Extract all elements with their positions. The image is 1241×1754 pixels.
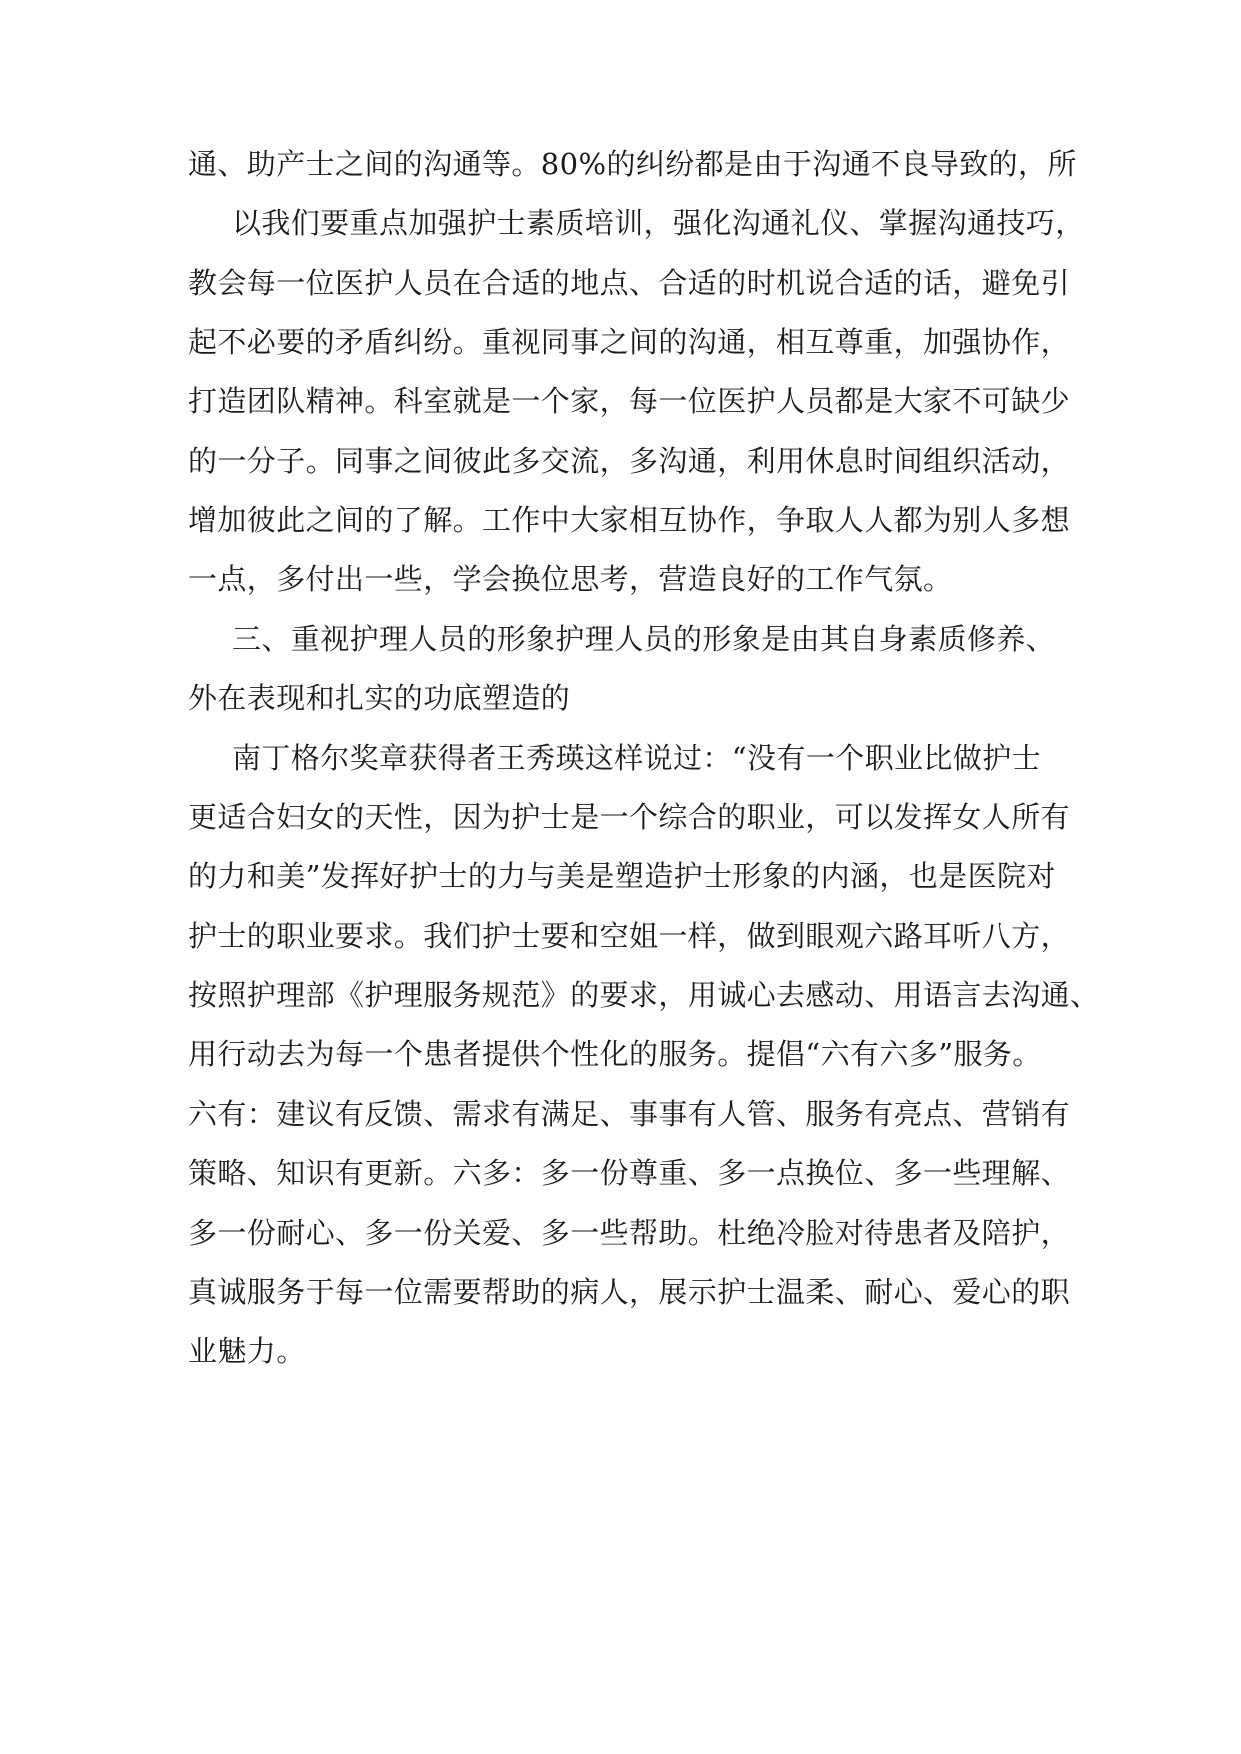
section-heading-continued: 外在表现和扎实的功底塑造的	[188, 681, 571, 715]
text-line: 六有：建议有反馈、需求有满足、事事有人管、服务有亮点、营销有	[188, 1097, 1071, 1131]
text-line: 多一份耐心、多一份关爱、多一些帮助。杜绝冷脸对待患者及陪护，	[188, 1216, 1071, 1250]
text-line: 教会每一位医护人员在合适的地点、合适的时机说合适的话，避免引	[188, 266, 1071, 300]
section-heading: 三、重视护理人员的形象护理人员的形象是由其自身素质修养、	[232, 622, 1056, 656]
text-line: 以我们要重点加强护士素质培训，强化沟通礼仪、掌握沟通技巧，	[232, 206, 1085, 240]
text-line: 南丁格尔奖章获得者王秀瑛这样说过：“没有一个职业比做护士	[232, 741, 1042, 775]
text-line: 按照护理部《护理服务规范》的要求，用诚心去感动、用语言去沟通、	[188, 978, 1100, 1012]
text-line: 业魅力。	[188, 1334, 306, 1368]
text-line: 真诚服务于每一位需要帮助的病人，展示护士温柔、耐心、爱心的职	[188, 1275, 1071, 1309]
text-line: 护士的职业要求。我们护士要和空姐一样，做到眼观六路耳听八方，	[188, 919, 1071, 953]
text-line: 打造团队精神。科室就是一个家，每一位医护人员都是大家不可缺少	[188, 384, 1071, 418]
text-line: 起不必要的矛盾纠纷。重视同事之间的沟通，相互尊重，加强协作，	[188, 325, 1071, 359]
text-line: 一点，多付出一些，学会换位思考，营造良好的工作气氛。	[188, 562, 953, 596]
text-line: 的一分子。同事之间彼此多交流，多沟通，利用休息时间组织活动，	[188, 444, 1071, 478]
text-line: 更适合妇女的天性，因为护士是一个综合的职业，可以发挥女人所有	[188, 800, 1071, 834]
text-line: 用行动去为每一个患者提供个性化的服务。提倡“六有六多”服务。	[188, 1037, 1042, 1071]
text-line: 策略、知识有更新。六多：多一份尊重、多一点换位、多一些理解、	[188, 1156, 1071, 1190]
text-line: 的力和美”发挥好护士的力与美是塑造护士形象的内涵，也是医院对	[188, 859, 1056, 893]
text-line: 增加彼此之间的了解。工作中大家相互协作，争取人人都为别人多想	[188, 503, 1071, 537]
text-line: 通、助产士之间的沟通等。80%的纠纷都是由于沟通不良导致的，所	[188, 147, 1077, 181]
